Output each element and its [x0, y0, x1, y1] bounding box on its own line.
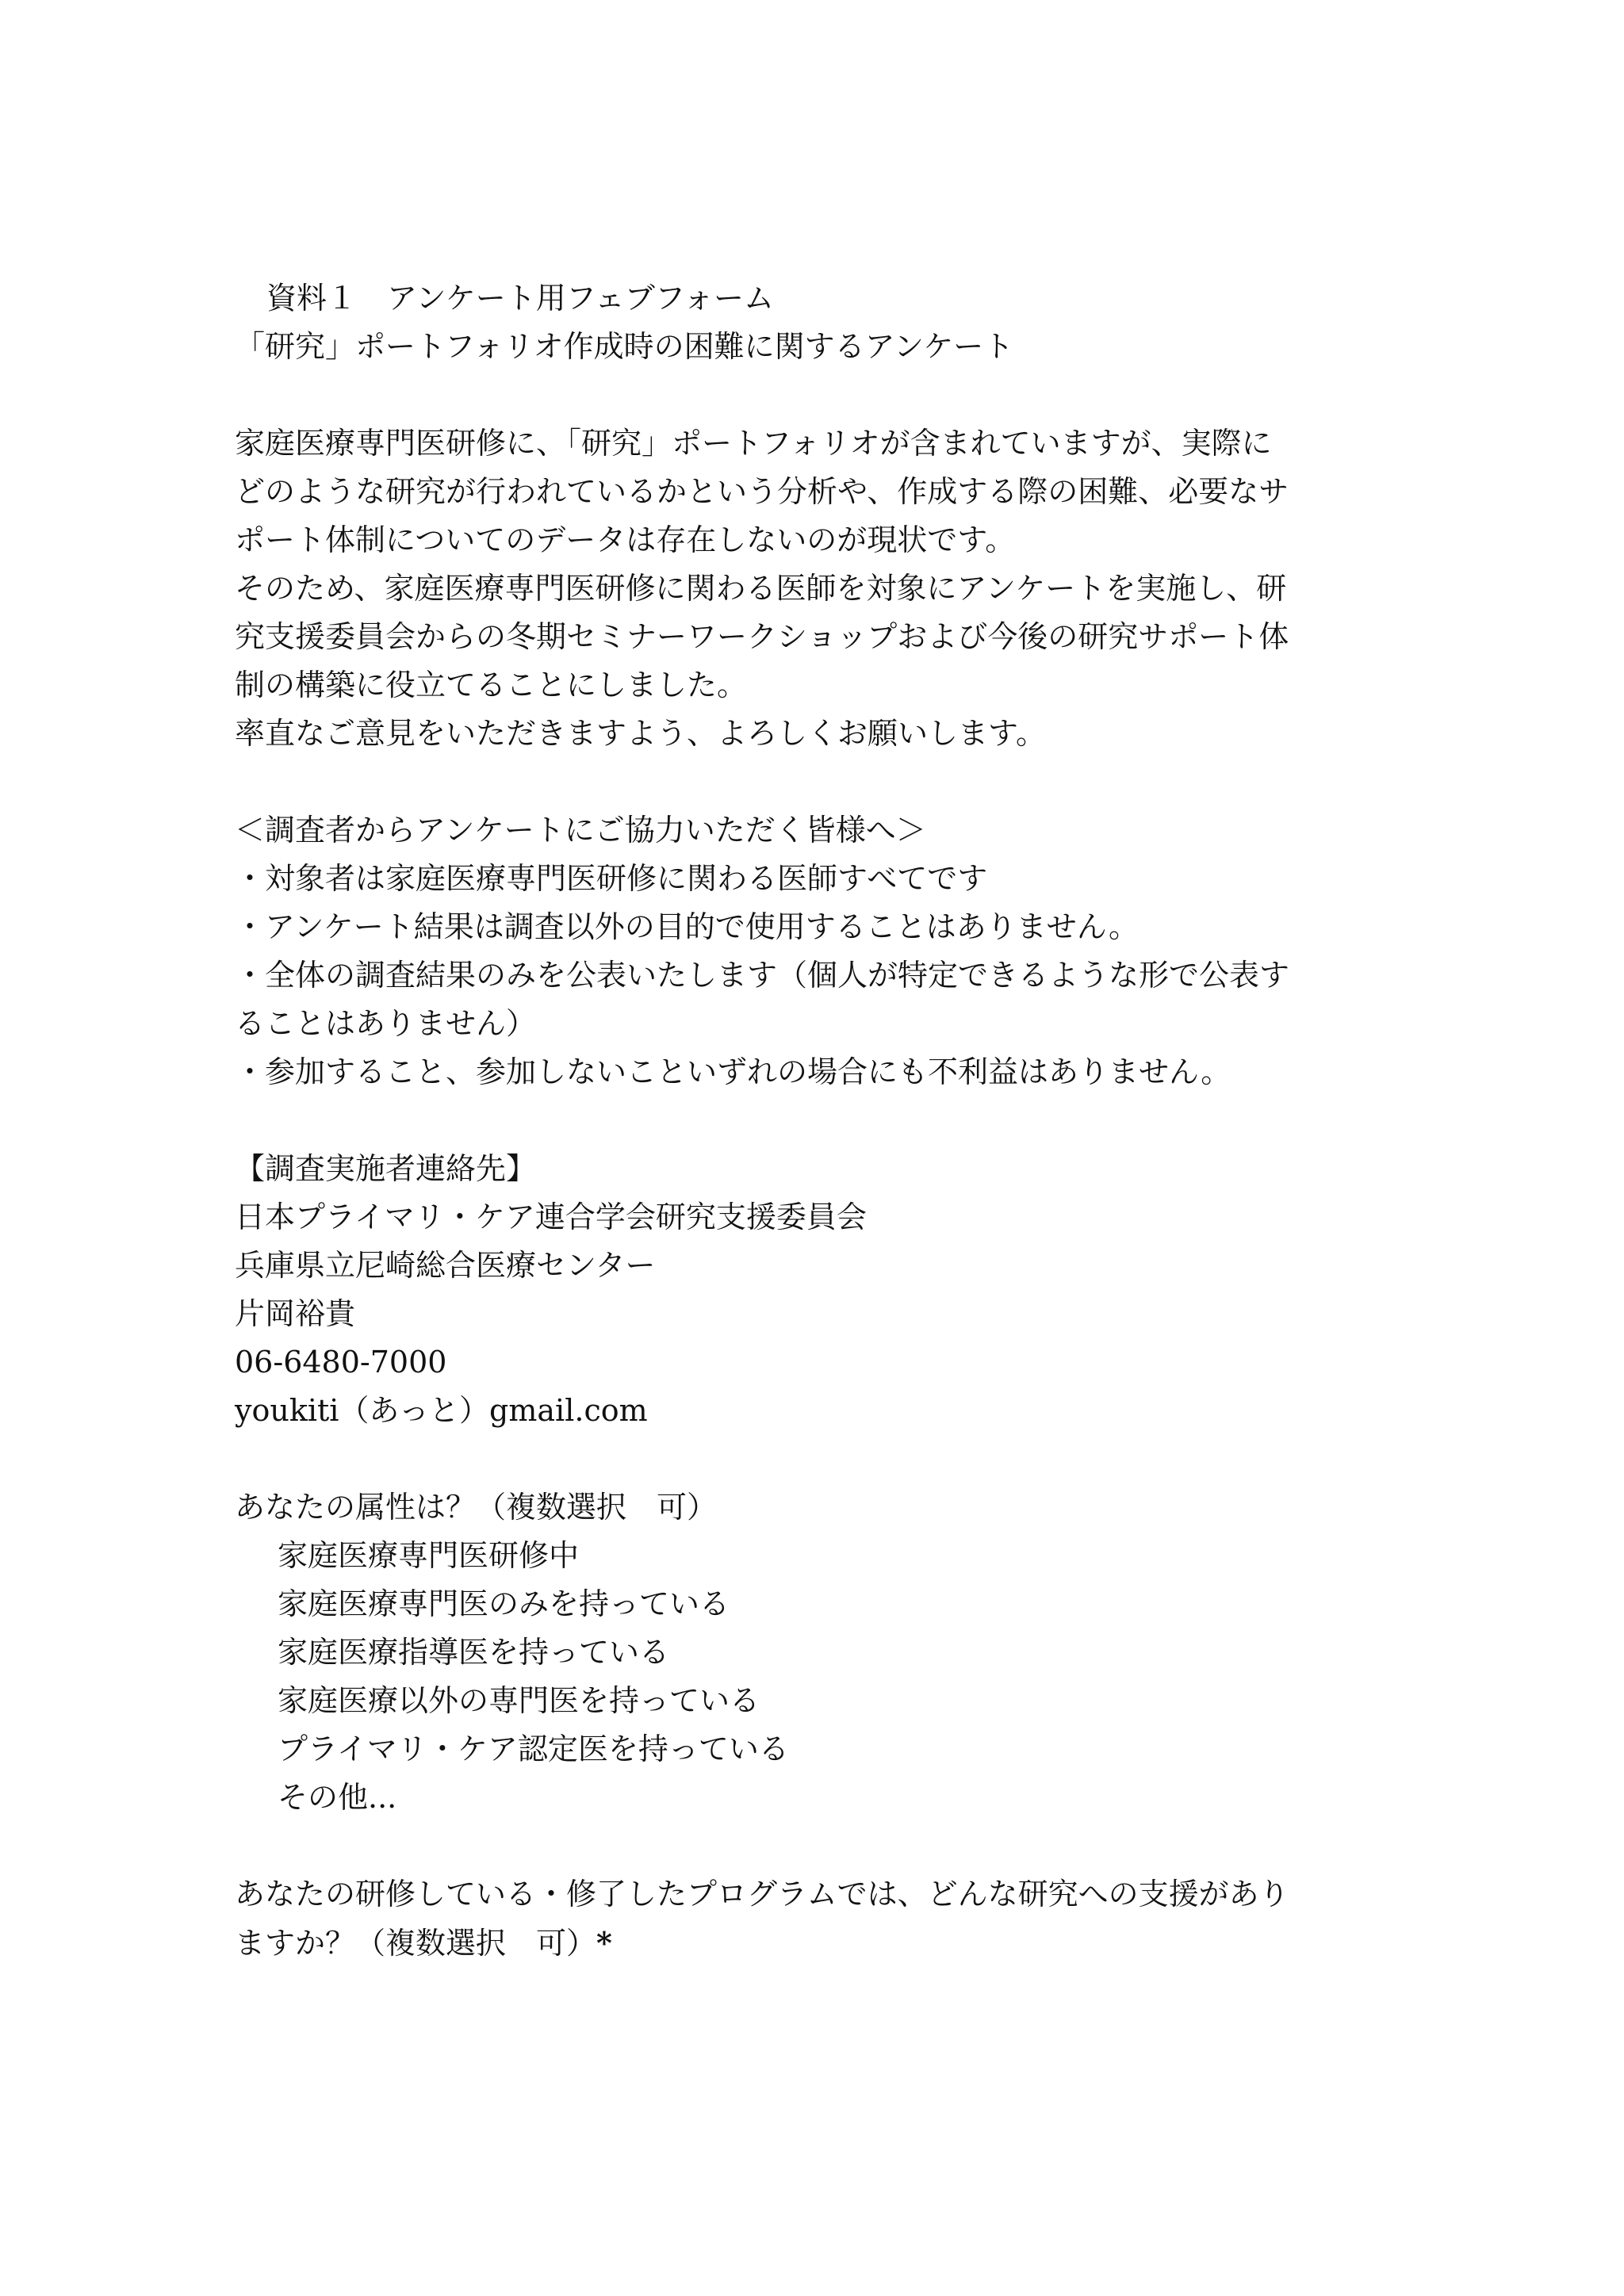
question-1-option[interactable]: プライマリ・ケア認定医を持っている	[278, 1732, 789, 1766]
notice-item: ることはありません）	[235, 1006, 537, 1041]
contact-email: youkiti（あっと）gmail.com	[235, 1393, 648, 1428]
contact-name: 片岡裕貴	[235, 1296, 356, 1331]
intro-line: ポート体制についてのデータは存在しないのが現状です。	[235, 522, 1016, 557]
question-1-option[interactable]: 家庭医療以外の専門医を持っている	[278, 1683, 760, 1718]
spacer	[235, 1822, 1408, 1870]
spacer	[235, 758, 1408, 806]
question-1-option[interactable]: 家庭医療専門医のみを持っている	[278, 1586, 730, 1621]
intro-paragraph	[235, 419, 1408, 758]
heading-title: アンケート用フェブフォーム	[387, 281, 774, 316]
notice-section	[235, 806, 1408, 1096]
contact-section	[235, 1145, 1408, 1435]
notice-item: ・対象者は家庭医療専門医研修に関わる医師すべてです	[235, 861, 988, 896]
document-heading	[235, 274, 1408, 323]
intro-line: 率直なご意見をいただきますよう、よろしくお願いします。	[235, 716, 1046, 751]
notice-item: ・アンケート結果は調査以外の目的で使用することはありません。	[235, 909, 1139, 944]
contact-heading: 【調査実施者連絡先】	[235, 1151, 537, 1186]
document-body	[235, 274, 1408, 1968]
contact-organization: 日本プライマリ・ケア連合学会研究支援委員会	[235, 1200, 867, 1234]
heading-label: 資料１	[266, 281, 358, 316]
required-mark: *	[596, 1925, 612, 1961]
spacer	[235, 1435, 1408, 1483]
question-1-text: あなたの属性は？（複数選択 可）	[235, 1490, 718, 1525]
intro-line: 究支援委員会からの冬期セミナーワークショップおよび今後の研究サポート体	[235, 619, 1289, 654]
question-2-text-cont: ますか？（複数選択 可）	[235, 1926, 597, 1961]
question-1-option[interactable]: 家庭医療指導医を持っている	[278, 1635, 670, 1670]
question-1	[235, 1483, 1408, 1822]
intro-line: 制の構築に役立てることにしました。	[235, 668, 748, 702]
spacer	[235, 1096, 1408, 1145]
question-1-option[interactable]: その他...	[278, 1780, 397, 1815]
question-1-option[interactable]: 家庭医療専門医研修中	[278, 1538, 580, 1573]
contact-phone: 06-6480-7000	[235, 1345, 447, 1380]
contact-affiliation: 兵庫県立尼崎総合医療センター	[235, 1248, 656, 1283]
intro-line: そのため、家庭医療専門医研修に関わる医師を対象にアンケートを実施し、研	[235, 571, 1287, 606]
question-2-text: あなたの研修している・修了したプログラムでは、どんな研究への支援があり	[235, 1877, 1289, 1911]
spacer	[235, 371, 1408, 419]
notice-item: ・全体の調査結果のみを公表いたします（個人が特定できるような形で公表す	[235, 958, 1290, 993]
notice-heading: ＜調査者からアンケートにご協力いただく皆様へ＞	[235, 813, 926, 848]
notice-item: ・参加すること、参加しないこといずれの場合にも不利益はありません。	[235, 1054, 1231, 1089]
survey-title: 「研究」ポートフォリオ作成時の困難に関するアンケート	[235, 329, 1014, 364]
question-2	[235, 1870, 1408, 1968]
intro-line: 家庭医療専門医研修に、「研究」ポートフォリオが含まれていますが、実際に	[235, 426, 1272, 461]
intro-line: どのような研究が行われているかという分析や、作成する際の困難、必要なサ	[235, 474, 1289, 509]
question-2-text	[235, 1919, 1408, 1968]
